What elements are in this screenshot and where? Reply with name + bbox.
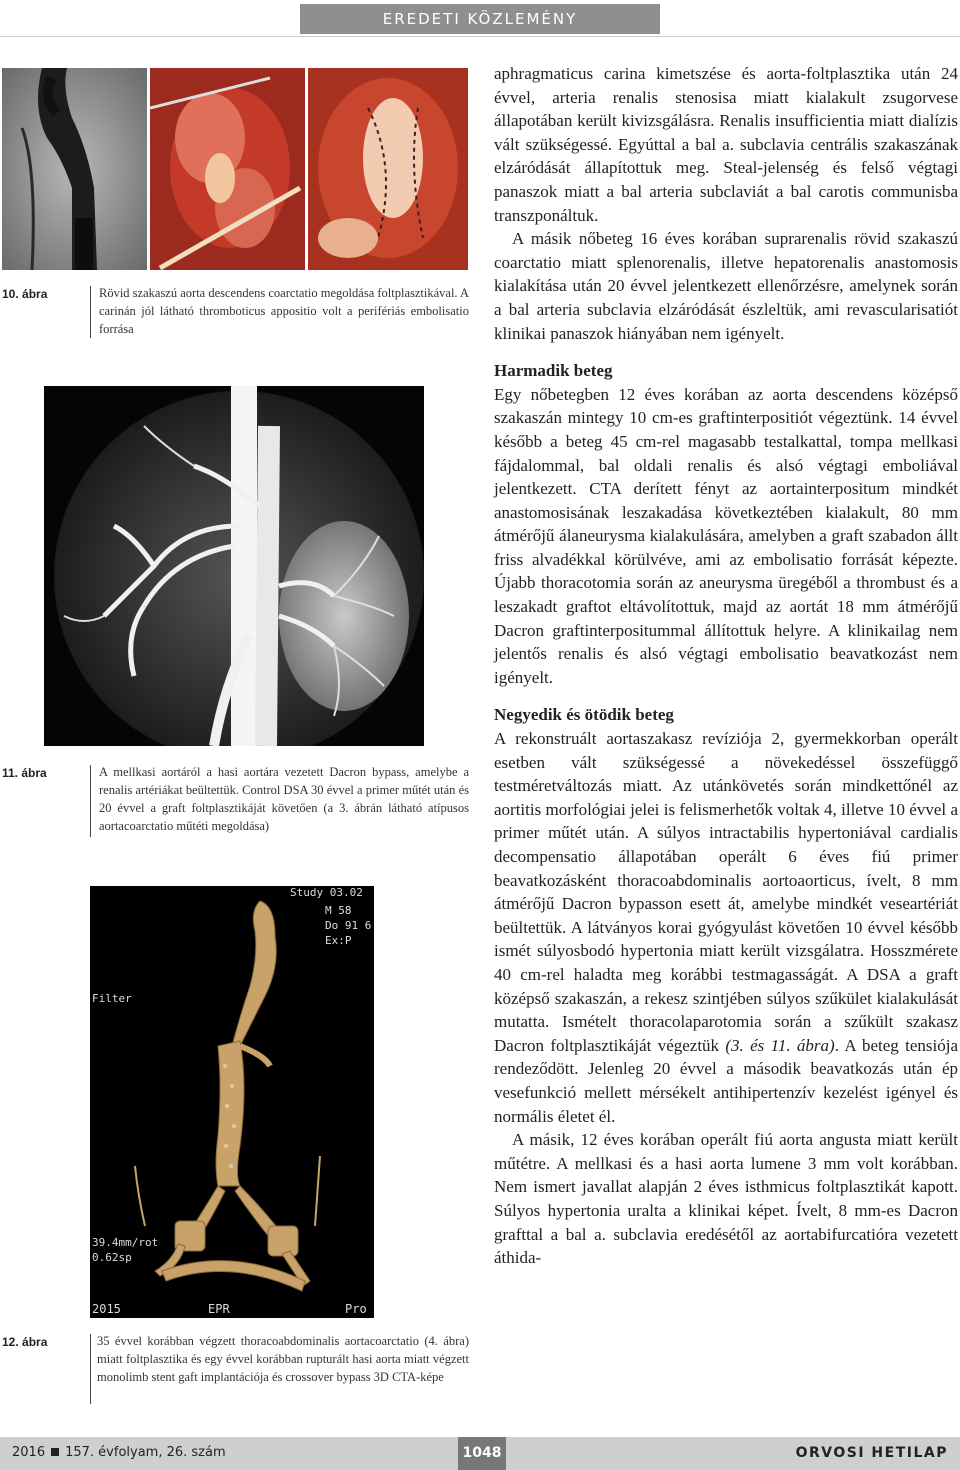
section-header-label: EREDETI KÖZLEMÉNY bbox=[300, 4, 660, 34]
paragraph: aphragmaticus carina kimetszése és aorta-foltplasztika után 24 évvel, arteria renalis stenosisa miatt kialakult zsugorvese állapotában került kivizsgálásra. Renalis insufficientia miatt dialízis vált szükségessé. Egyúttal a bal a. subclavia centrális szakaszának elzáródását állapítottuk meg. Steal-jelenség és felső végtagi panaszok miatt a bal arteria subclaviát a bal carotis communisba transzponáltuk. bbox=[494, 64, 958, 225]
caption-divider bbox=[90, 1334, 91, 1404]
ct-overlay-mm: 39.4mm/rot bbox=[92, 1236, 159, 1249]
ct-overlay-do: Do 91 6 bbox=[325, 919, 372, 932]
caption-divider bbox=[90, 765, 91, 837]
figure-reference: (3. és 11. ábra) bbox=[725, 1035, 835, 1055]
footer-year: 2016 bbox=[12, 1445, 46, 1460]
paragraph bbox=[494, 727, 958, 1128]
paragraph: A másik nőbeteg 16 éves korában suprarenalis rövid szakaszú coarctatio miatt splenorenalis, illetve hepatorenalis anastomosis kialakítása után 20 évvel jelentkezett ellenőrzésre, amelynek során a bal arteria subclavia elzáródását észleltük, ami revascularisatiót klinikai panaszok hiányában nem igényelt. bbox=[494, 229, 958, 343]
section-heading: Harmadik beteg bbox=[494, 361, 613, 381]
figure-12-label: 12. ábra bbox=[2, 1335, 48, 1349]
figure-10-label: 10. ábra bbox=[2, 287, 48, 301]
footer-issue: 157. évfolyam, 26. szám bbox=[65, 1445, 226, 1460]
ct-overlay-epr: EPR bbox=[208, 1302, 230, 1316]
paragraph-text: . A beteg tensiója rendeződött. Jelenleg 20 évvel a második beavatkozás után ép vesefunkció mellett mérsékelt antihipertenzív kezelést igényel és normális életet él. bbox=[494, 1035, 958, 1126]
ct-overlay-filter: Filter bbox=[92, 992, 132, 1005]
journal-name: ORVOSI HETILAP bbox=[795, 1445, 948, 1461]
figure-11-caption: A mellkasi aortáról a hasi aortára vezetett Dacron bypass, amelybe a renalis artériákat beültettük. Control DSA 30 évvel a primer műtét után és 20 évvel a graft foltplasztikáját követően (a 3. ábrán látható atípusos aortacoarctatio műtéti megoldása) bbox=[99, 765, 469, 833]
figure-12-cta-image bbox=[90, 886, 374, 1318]
header-divider bbox=[0, 36, 960, 37]
figure-11-label: 11. ábra bbox=[2, 766, 47, 780]
paragraph: A másik, 12 éves korában operált fiú aorta angusta miatt került műtétre. A mellkasi és a hasi aorta lumene 3 mm volt korábban. Nem ismert javallat alapján 2 éves isthmicus foltplasztikát kapott. Súlyos hypertonia uralta a klinikai képet. Ívelt, 8 mm-es Dacron grafttal a bal a. subclavia eredésétől az aortabifurcatióra vezetett áthida- bbox=[494, 1130, 958, 1268]
ct-overlay-year: 2015 bbox=[92, 1302, 121, 1316]
page-footer bbox=[0, 1437, 960, 1470]
figure-10-angiogram bbox=[2, 68, 147, 270]
ct-overlay-ex: Ex:P bbox=[325, 934, 352, 947]
footer-issue-info bbox=[12, 1445, 226, 1460]
square-bullet-icon bbox=[51, 1448, 59, 1456]
section-heading: Negyedik és ötödik beteg bbox=[494, 705, 674, 725]
ct-overlay-pro: Pro bbox=[345, 1302, 367, 1316]
paragraph-text: A rekonstruált aortaszakasz revíziója 2, gyermekkorban operált esetben vált szükségessé a növekedéssel összefüggő testméretváltozás miatt. Az utánkövetés során mindkettőnél az aortitis morfológiai jelei is felismerhetők voltak 4, illetve 10 évvel a primer műtét után. A súlyos intractabilis hypertoniával cardialis decompensatio állapotában operált 6 éves fiú primer beavatkozásként thoracoabdominalis aortoaorticus, ívelt, 8 mm átmérőjű Dacron bypasson esett át, amelybe mindkét veseartériát beültettük. A látványos korai gyógyulást követően 10 évvel később ismét súlyosbodó hypertonia miatt került vizsgálatra. Hosszmérete 40 cm-rel haladta meg korábbi testmagasságát. A DSA a graft középső szakaszán, a rekesz szintjében súlyos szűkület kialakulását mutatta. Ismételt thoracolaparotomia során a szűkült szakasz Dacron foltplasztikáját végeztük bbox=[494, 729, 958, 1055]
article-body bbox=[494, 62, 958, 1270]
caption-divider bbox=[90, 286, 91, 338]
spacer bbox=[494, 689, 958, 703]
figure-12-caption: 35 évvel korábban végzett thoracoabdominalis aortacoarctatio (4. ábra) miatt foltplasztika és egy évvel korábban rupturált hasi aorta miatt végzett monolimb stent gaft implantációja és crossover bypass 3D CTA-képe bbox=[97, 1334, 469, 1384]
figure-10-caption: Rövid szakaszú aorta descendens coarctatio megoldása foltplasztikával. A carinán jól látható thromboticus appositio volt a perifériás embolisatio forrása bbox=[99, 286, 470, 336]
figure-11-dsa-image bbox=[44, 386, 424, 746]
ct-overlay-m: M 58 bbox=[325, 904, 352, 917]
figure-10-surgical-photo-1 bbox=[150, 68, 305, 270]
spacer bbox=[494, 345, 958, 359]
figure-10-surgical-photo-2 bbox=[308, 68, 468, 270]
paragraph: Egy nőbetegben 12 éves korában az aorta descendens középső szakaszán mintegy 10 cm-es graftinterpositiót végeztünk. 14 évvel később a beteg 45 cm-rel magasabb testalkattal, tompa mellkasi fájdalommal, bal oldali renalis és alsó végtagi emboliával jelentkezett. CTA derített fényt az aortainterpositum mindkét anastomosisának leszakadása következtében kialakult, 80 mm átmérőjű álaneurysma kialakulására, amelyben a graft szabadon állt friss alvadékkal körülvéve, ami az embolisatio forrását képezte. Újabb thoracotomia során az aneurysma üregéből a thrombust és a leszakadt graftot eltávolítottuk, majd az aortát 18 mm átmérőjű Dacron graftinterpositummal állítottuk helyre. A klinikailag nem jelentős renalis és alsó végtagi embolisatio beavatkozást nem igényelt. bbox=[494, 384, 958, 687]
ct-overlay-sp: 0.62sp bbox=[92, 1251, 132, 1264]
page-number: 1048 bbox=[458, 1437, 506, 1470]
ct-overlay-study: Study 03.02 bbox=[290, 886, 363, 899]
